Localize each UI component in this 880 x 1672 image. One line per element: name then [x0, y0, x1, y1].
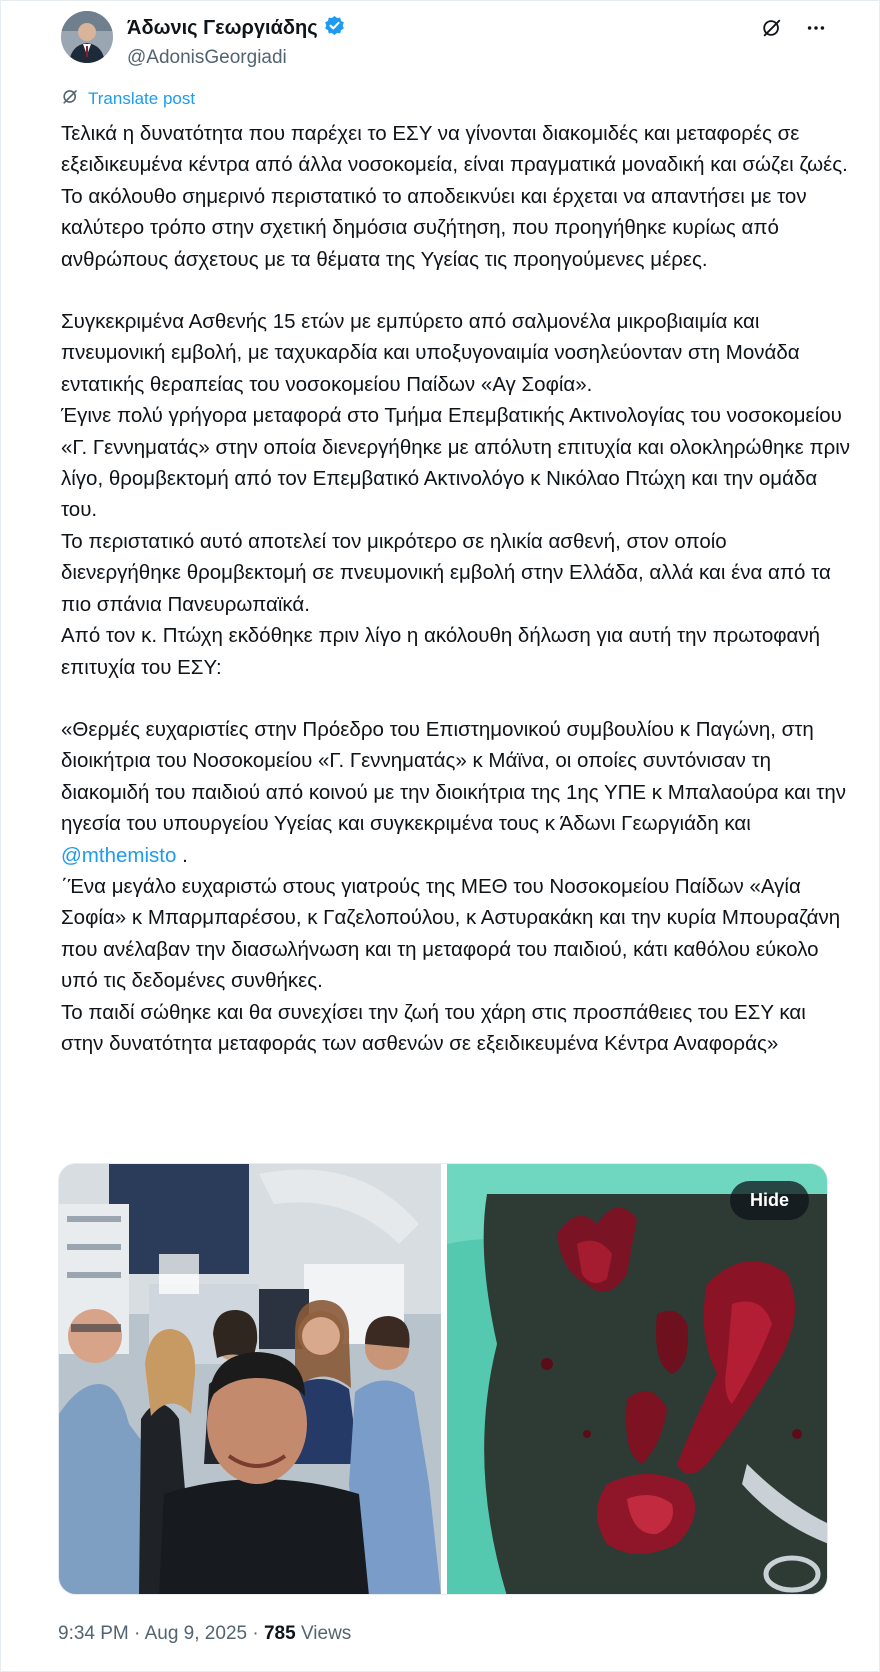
header-actions	[761, 17, 827, 44]
team-selfie-photo[interactable]	[59, 1164, 441, 1595]
hide-media-button[interactable]: Hide	[730, 1181, 809, 1220]
post-header	[61, 11, 831, 67]
translate-post-link[interactable]	[61, 87, 195, 111]
views-count: 785	[263, 1623, 296, 1644]
translate-post-label[interactable]: Translate post	[88, 89, 196, 108]
quote-text-part: . ΄Ένα μεγάλο ευχαριστώ στους γιατρούς της ΜΕΘ του Νοσοκομείου Παίδων «Αγία Σοφία» κ Μπαρμπαρέσου, κ Γαζελοπούλου, κ Αστυρακάκη και την κυρία Μπουραζάνη που ανέλαβαν την διασωλήνωση και τη μεταφορά του παιδιού, κάτι καθόλου εύκολο υπό τις δεδομένες συνθήκες. Το παιδί σώθηκε και θα συνεχίσει την ζωή του χάρη στις προσπάθειες του ΕΣΥ και στην δυνατότητα μεταφοράς των ασθενών σε εξειδικευμένα Κέντρα Αναφοράς»	[61, 843, 841, 1055]
author-name-row[interactable]	[127, 15, 345, 42]
mention-link[interactable]: @mthemisto	[61, 843, 177, 867]
post-paragraph: Συγκεκριμένα Ασθενής 15 ετών με εμπύρετο από σαλμονέλα μικροβιαιμία και πνευμονική εμβολή, με ταχυκαρδία και υποξυγοναιμία νοσηλεύονταν στη Μονάδα εντατικής θεραπείας του νοσοκομείου Παίδων «Αγ Σοφία». Έγινε πολύ γρήγορα μεταφορά στο Τμήμα Επεμβατικής Ακτινολογίας του νοσοκομείου «Γ. Γεννηματάς» στην οποία διενεργήθηκε με απόλυτη επιτυχία και ολοκληρώθηκε πριν λίγο, θρομβεκτομή από τον Επεμβατικό Ακτινολόγο κ Νικόλαο Πτώχη και την ομάδα του. Το περιστατικό αυτό αποτελεί τον μικρότερο σε ηλικία ασθενή, στον οποίο διενεργήθηκε θρομβεκτομή σε πνευμονική εμβολή στην Ελλάδα, αλλά και ένα από τα πιο σπάνια Πανευρωπαϊκά. Από τον κ. Πτώχη εκδόθηκε πριν λίγο η ακόλουθη δήλωση για αυτή την πρωτοφανή επιτυχία του ΕΣΥ:	[61, 310, 851, 679]
post-text	[61, 118, 851, 1059]
more-icon[interactable]	[805, 17, 827, 44]
author-names	[127, 15, 345, 69]
translate-icon	[61, 87, 80, 111]
post-paragraph: Τελικά η δυνατότητα που παρέχει το ΕΣΥ να γίνονται διακομιδές και μεταφορές σε εξειδικευμένα κέντρα από άλλα νοσοκομεία, είναι πραγματικά μοναδική και σώζει ζωές. Το ακόλουθο σημερινό περιστατικό το αποδεικνύει και έρχεται να απαντήσει με τον καλύτερο τρόπο στην σχετική δημόσια συζήτηση, που προηγήθηκε κυρίως από ανθρώπους άσχετους με τα θέματα της Υγείας τις προηγούμενες μέρες.	[61, 122, 848, 271]
post-meta	[58, 1623, 351, 1645]
verified-badge-icon	[324, 15, 345, 42]
post-quote	[61, 714, 851, 1059]
post-timestamp[interactable]: 9:34 PM · Aug 9, 2025 ·	[58, 1623, 264, 1644]
views-label: Views	[295, 1623, 352, 1644]
media-grid	[58, 1163, 828, 1595]
grok-icon[interactable]	[761, 17, 783, 44]
author-handle[interactable]: @AdonisGeorgiadi	[127, 47, 287, 68]
quote-text-part: «Θερμές ευχαριστίες στην Πρόεδρο του Επιστημονικού συμβουλίου κ Παγώνη, στη διοικήτρια του Νοσοκομείου «Γ. Γεννηματάς» κ Μάϊνα, οι οποίες συντόνισαν τη διακομιδή του παιδιού από κοινού με την διοικήτρια της 1ης ΥΠΕ κ Μπαλαούρα και την ηγεσία του υπουργείου Υγείας και συγκεκριμένα τους κ Άδωνι Γεωργιάδη και	[61, 717, 846, 836]
avatar[interactable]	[61, 11, 113, 63]
author-display-name[interactable]: Άδωνις Γεωργιάδης	[127, 17, 318, 39]
thrombus-specimen-photo[interactable]	[447, 1164, 828, 1595]
